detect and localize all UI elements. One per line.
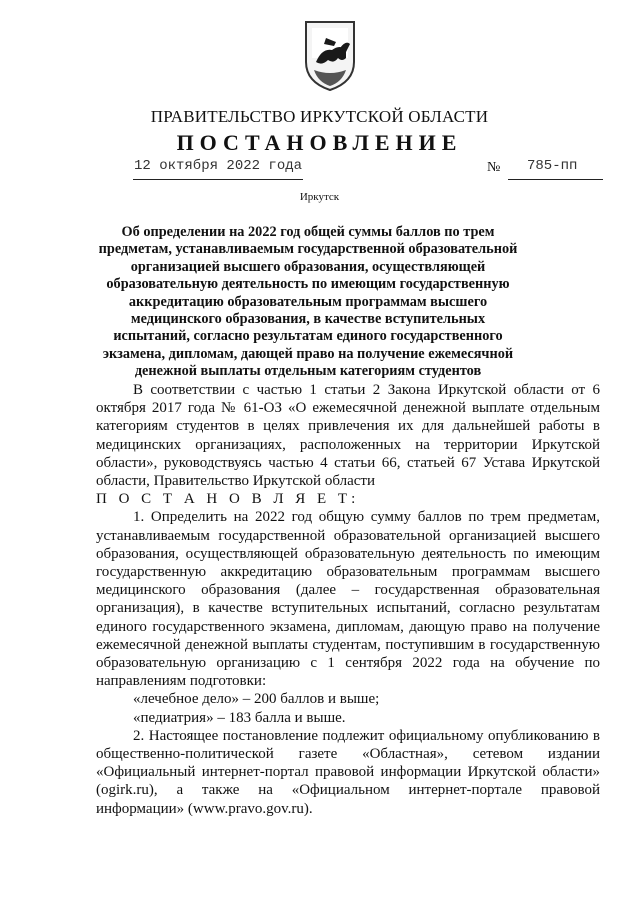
number-underline [508,179,603,180]
decree-heading: П О С Т А Н О В Л Я Е Т: [96,491,360,508]
item-1-paragraph: 1. Определить на 2022 год общую сумму баллов по трем предметам, устанавливаемым государственной образовательной организацией высшего образования, осуществляющей образовательную деятельность по имеющим государственную аккредитацию образовательным программам высшего медицинского образования (далее – государственная образовательная организация), в качестве вступительных испытаний, согласно результатам единого государственного экзамена, дипломам, дающую право на получение ежемесячной денежной выплаты студентам, поступившим в государственную образовательную организацию с 1 сентября 2022 года на обучение по направлениям подготовки: [96,509,600,690]
date-underline [133,179,303,180]
item-2-paragraph: 2. Настоящее постановление подлежит официальному опубликованию в общественно-политической газете «Областная», сетевом издании «Официальный интернет-портал правовой информации Иркутской области» (ogirk.ru), а также на «Официальном интернет-портале правовой информации» (www.pravo.gov.ru). [96,727,600,817]
document-body [96,381,600,818]
document-type-title: ПОСТАНОВЛЕНИЕ [176,130,463,155]
preamble-paragraph: В соответствии с частью 1 статьи 2 Закона Иркутской области от 6 октября 2017 года № 61-ОЗ «О ежемесячной денежной выплате отдельным категориям студентов в целях привлечения их для дальнейшей работы в медицинских организациях, расположенных на территории Иркутской области», руководствуясь частью 4 статьи 66, статьей 67 Устава Иркутской области, Правительство Иркутской области [96,382,600,490]
government-title: ПРАВИТЕЛЬСТВО ИРКУТСКОЙ ОБЛАСТИ [150,107,489,126]
number-sign: № [487,160,501,175]
irkutsk-coat-of-arms-icon [302,18,358,94]
document-number: 785-пп [527,158,578,174]
item-1-list-entry: «лечебное дело» – 200 баллов и выше; [133,691,380,708]
document-city: Иркутск [299,191,340,203]
document-subject: Об определении на 2022 год общей суммы баллов по трем предметам, устанавливаемым государственной образовательной организацией высшего образования, осуществляющей образовательную деятельность по имеющим государственную аккредитацию образовательным программам высшего медицинского образования, в качестве вступительных испытаний, согласно результатам единого государственного экзамена, дипломам, дающей право на получение ежемесячной денежной выплаты отдельным категориям студентов [98,224,518,380]
item-1-list-entry: «педиатрия» – 183 балла и выше. [133,709,346,726]
document-date: 12 октября 2022 года [134,158,303,174]
